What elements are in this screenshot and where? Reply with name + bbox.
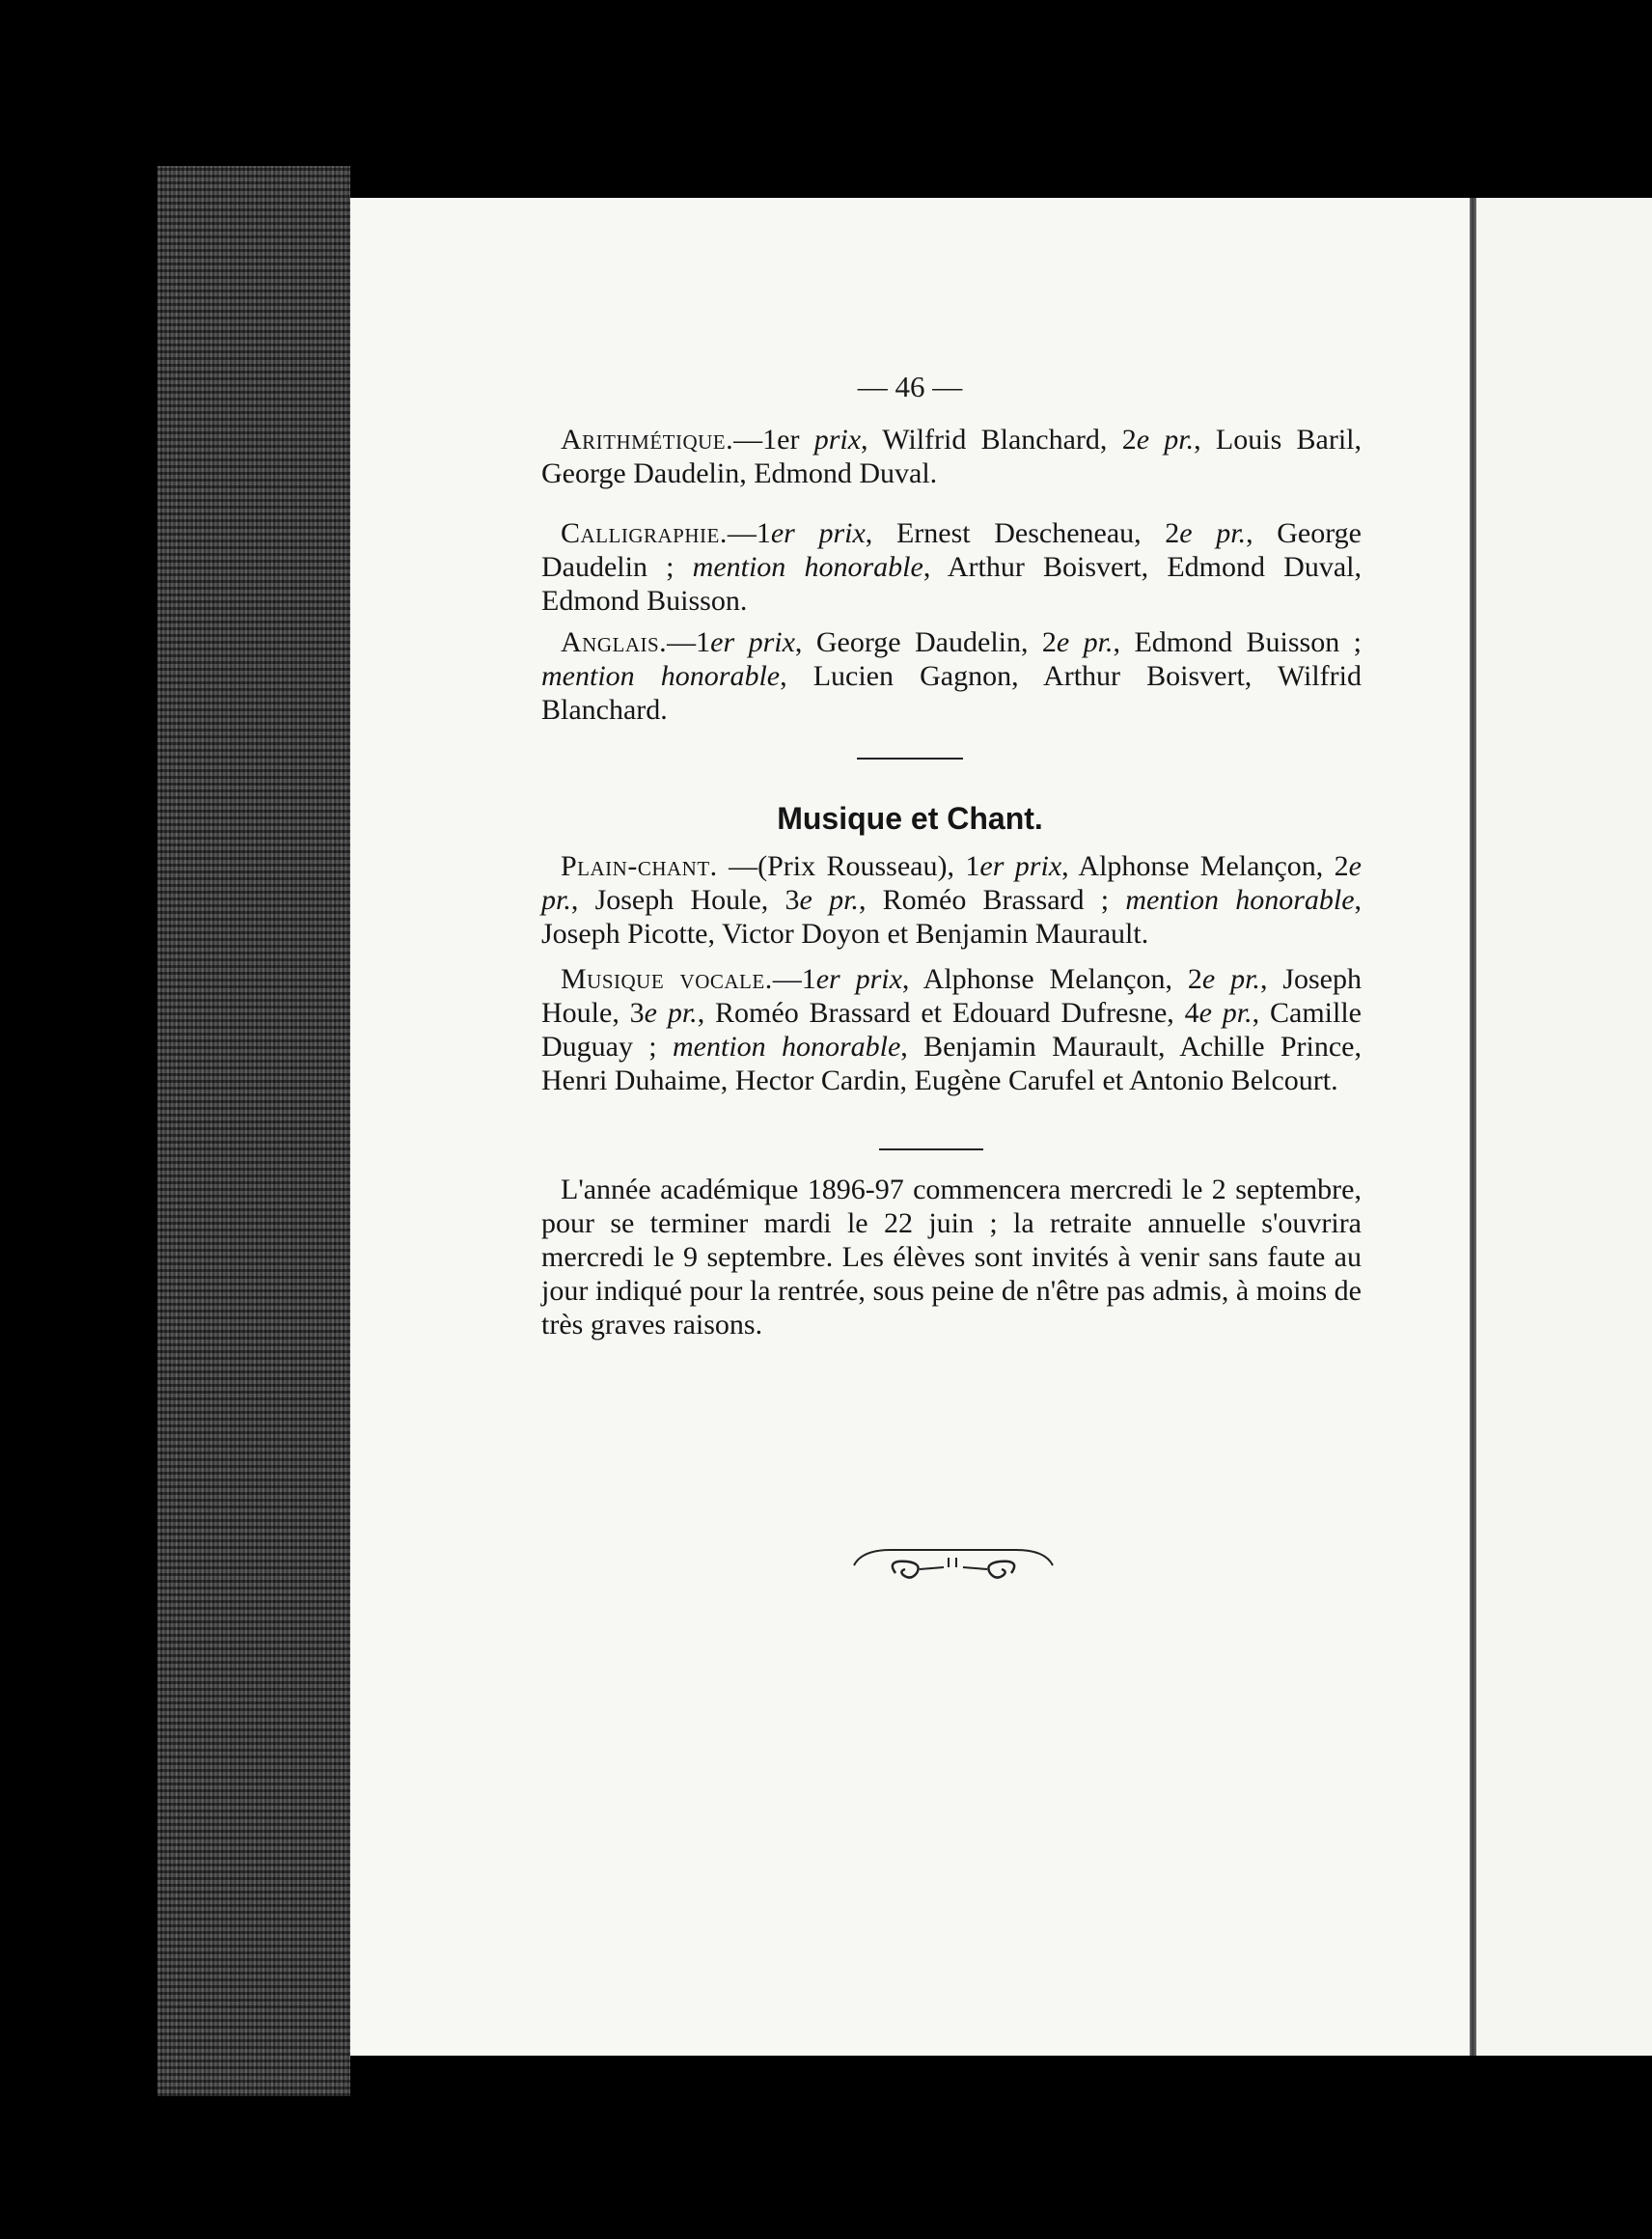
- paragraph-plain-chant: Plain-chant. —(Prix Rousseau), 1er prix, Alphonse Melançon, 2e pr., Joseph Houle, 3e pr., Roméo Brassard ; mention honorable, Joseph Picotte, Victor Doyon et Benjamin Maurault.: [541, 850, 1363, 950]
- page-number: — 46 —: [857, 370, 963, 403]
- paragraph-anglais: Anglais.—1er prix, George Daudelin, 2e pr., Edmond Buisson ; mention honorable, Lucien Gagnon, Arthur Boisvert, Wilfrid Blanchard.: [541, 626, 1362, 726]
- paragraph-calligraphie: Calligraphie.—1er prix, Ernest Descheneau, 2e pr., George Daudelin ; mention honorable, Arthur Boisvert, Edmond Duval, Edmond Buisson.: [541, 517, 1362, 617]
- book-page-edges: [157, 166, 350, 2096]
- section-title: Musique et Chant.: [777, 801, 1043, 836]
- facing-page: [1476, 198, 1652, 2056]
- paragraph-annee-academique: L'année académique 1896-97 commencera mercredi le 2 septembre, pour se terminer mardi le 22 juin ; la retraite annuelle s'ouvrira mercredi le 9 septembre. Les élèves sont invités à venir sans faute au jour indiqué pour la rentrée, sous peine de n'être pas admis, à moins de très graves raisons.: [541, 1174, 1362, 1341]
- paragraph-arithmetique: Arithmétique.—1er prix, Wilfrid Blanchard, 2e pr., Louis Baril, George Daudelin, Edmond Duval.: [541, 424, 1362, 489]
- divider-rule: [879, 1148, 983, 1150]
- ornament-icon: [852, 1544, 1055, 1592]
- paragraph-musique-vocale: Musique vocale.—1er prix, Alphonse Melançon, 2e pr., Joseph Houle, 3e pr., Roméo Brassard et Edouard Dufresne, 4e pr., Camille Duguay ; mention honorable, Benjamin Maurault, Achille Prince, Henri Duhaime, Hector Cardin, Eugène Carufel et Antonio Belcourt.: [541, 963, 1362, 1096]
- divider-rule: [857, 758, 963, 760]
- book-page: [350, 198, 1470, 2056]
